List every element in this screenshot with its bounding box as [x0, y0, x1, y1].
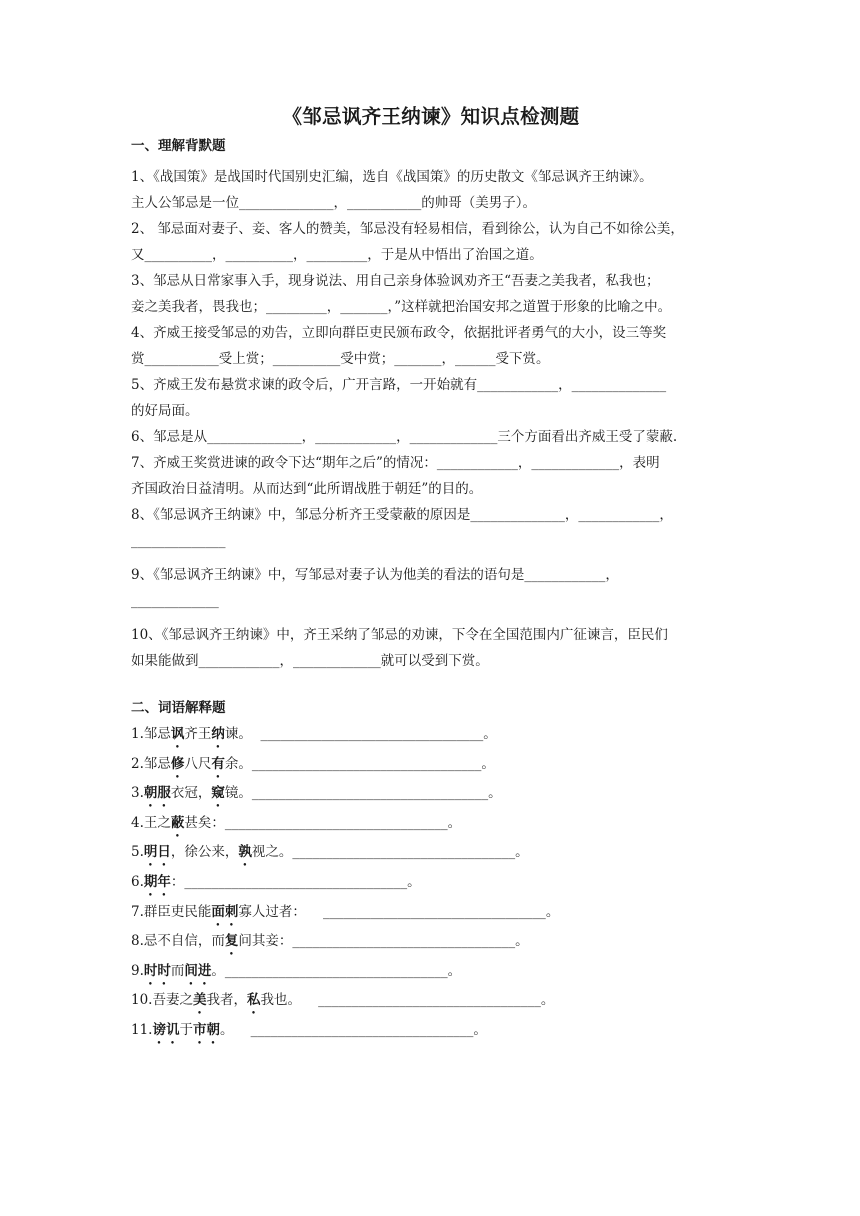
emphasized-term: 私	[246, 992, 261, 1009]
vocab-text: ，徐公来，	[170, 844, 239, 861]
vocab-text: 7.	[131, 903, 144, 920]
emphasized-term: 面刺	[211, 903, 239, 920]
emphasized-term: 复	[224, 933, 239, 950]
vocab-text: 。	[483, 726, 497, 742]
emphasized-term: 市朝	[192, 1021, 220, 1038]
vocab-text: 王之	[143, 814, 171, 831]
vocab-text: 。	[515, 933, 529, 950]
question-8: 8、《邹忌讽齐王纳谏》中，邹忌分析齐王受蒙蔽的原因是______________，____________， ______________	[131, 507, 673, 549]
question-10: 10、《邹忌讽齐王纳谏》中，齐王采纳了邹忌的劝谏，下令在全国范围内广征谏言，臣民们 如果能做到____________，_____________就可以受到下赏。	[131, 627, 668, 669]
emphasized-term: 孰	[238, 844, 252, 861]
answer-blank: _________________________________	[251, 726, 484, 742]
vocab-item	[131, 720, 731, 750]
question-9: 9、《邹忌讽齐王纳谏》中，写邹忌对妻子认为他美的看法的语句是____________， _____________	[131, 567, 619, 609]
vocab-text: 。	[515, 844, 529, 861]
vocab-text: 邹忌	[143, 726, 171, 742]
vocab-text: 余。	[224, 755, 252, 772]
question-6: 6、邹忌是从______________，____________，_____________三个方面看出齐威王受了蒙蔽.	[131, 429, 678, 445]
vocab-text: 衣冠，	[170, 785, 212, 802]
question-1: 1、《战国策》是战国时代国别史汇编，选自《战国策》的历史散文《邹忌讽齐王纳谏》。 主人公邹忌是一位______________，___________的帅哥（美男子）。	[131, 169, 653, 211]
vocab-text: 。	[447, 962, 462, 979]
emphasized-term: 时时	[143, 962, 171, 979]
vocab-text: 3.	[131, 785, 144, 802]
vocab-item	[131, 750, 731, 780]
vocab-item	[131, 809, 731, 839]
vocab-text: 1.	[131, 726, 144, 742]
vocab-text: 忌不自信，而	[143, 933, 225, 950]
vocab-text: 。	[473, 1021, 487, 1038]
vocab-text: ：	[170, 873, 185, 890]
worksheet-page	[131, 100, 731, 1046]
emphasized-term: 明日	[143, 844, 171, 861]
vocab-text: 八尺	[184, 755, 212, 772]
emphasized-term: 美	[192, 992, 207, 1009]
vocab-text: 齐王	[184, 726, 212, 742]
answer-blank: _________________________________	[224, 962, 448, 979]
vocab-text: 。	[481, 755, 495, 772]
vocab-text: 群臣吏民能	[143, 903, 212, 920]
emphasized-term: 期年	[143, 873, 171, 890]
question-5: 5、齐威王发布悬赏求谏的政令后，广开言路，一开始就有____________，______________ 的好局面。	[131, 377, 667, 419]
emphasized-term: 讽	[170, 726, 185, 742]
vocab-text: 我也。	[260, 992, 301, 1009]
emphasized-term: 蔽	[170, 814, 185, 831]
vocab-text: 。	[447, 814, 462, 831]
vocab-text: 。	[407, 873, 421, 890]
vocab-text: 11.	[131, 1021, 153, 1038]
question-4: 4、齐威王接受邹忌的劝告，立即向群臣吏民颁布政令，依据批评者勇气的大小，设三等奖 赏___________受上赏；__________受中赏；_______，______受下赏。	[131, 325, 667, 367]
answer-blank: _________________________________	[292, 844, 516, 861]
vocab-text: 谏。	[224, 726, 252, 742]
answer-blank: _________________________________	[292, 933, 516, 950]
emphasized-term: 有	[211, 755, 225, 772]
answer-blank: _________________________________	[224, 814, 448, 831]
emphasized-term: 纳	[211, 726, 225, 742]
answer-blank: _________________________________	[300, 992, 541, 1009]
emphasized-term: 朝服	[143, 785, 171, 802]
vocab-text: 4.	[131, 814, 144, 831]
emphasized-term: 修	[170, 755, 185, 772]
vocab-text: 5.	[131, 844, 144, 861]
vocab-text: 6.	[131, 873, 144, 890]
section-heading-comprehension: 一、理解背默题	[131, 138, 226, 154]
vocab-text: 。	[211, 962, 225, 979]
vocab-text: 。	[545, 903, 560, 920]
vocab-item	[131, 1016, 731, 1046]
vocab-text: 。	[540, 992, 555, 1009]
vocab-text: 。	[219, 1021, 234, 1038]
vocab-item	[131, 986, 731, 1016]
vocab-item	[131, 779, 731, 809]
vocab-text: 。	[488, 785, 502, 802]
vocab-item	[131, 838, 731, 868]
emphasized-term: 窥	[211, 785, 225, 802]
vocab-text: 甚矣：	[184, 814, 225, 831]
question-7: 7、齐威王奖赏进谏的政令下达“期年之后”的情况：____________，_____________，表明 齐国政治日益清明。从而达到“此所谓战胜于朝廷”的目的。	[131, 455, 660, 497]
vocab-item	[131, 957, 731, 987]
emphasized-term: 谤讥	[152, 1021, 180, 1038]
vocab-text: 问其妾：	[238, 933, 293, 950]
question-2: 2、 邹忌面对妻子、妾、客人的赞美，邹忌没有轻易相信，看到徐公，认为自己不如徐公美， 又__________，__________，_________，于是从中悟出了治国之道。	[131, 221, 684, 263]
answer-blank: ___________________________________	[251, 785, 489, 802]
vocab-text: 2.	[131, 755, 144, 772]
section-heading-vocabulary: 二、词语解释题	[131, 700, 226, 716]
emphasized-term: 间进	[184, 962, 212, 979]
vocab-text: 镜。	[224, 785, 252, 802]
vocab-text: 9.	[131, 962, 144, 979]
vocab-text: 寡人过者：	[238, 903, 306, 920]
vocab-text: 而	[170, 962, 185, 979]
answer-blank: _________________________________	[305, 903, 546, 920]
vocab-text: 邹忌	[143, 755, 171, 772]
answer-blank: __________________________________	[251, 755, 482, 772]
vocab-text: 视之。	[251, 844, 293, 861]
page-title: 《邹忌讽齐王纳谏》知识点检测题	[282, 105, 580, 128]
vocab-item	[131, 927, 731, 957]
question-3: 3、邹忌从日常家事入手，现身说法、用自己亲身体验讽劝齐王“吾妻之美我者，私我也； 妾之美我者，畏我也；_________，_______，”这样就把治国安邦之道置于形象的比喻之中。	[131, 273, 672, 315]
vocab-text: 8.	[131, 933, 144, 950]
vocabulary-list	[131, 720, 731, 1046]
vocab-text: 吾妻之	[152, 992, 193, 1009]
answer-blank: _________________________________	[233, 1021, 474, 1038]
vocab-text: 于	[179, 1021, 193, 1038]
vocab-item	[131, 868, 731, 898]
vocab-text: 10.	[131, 992, 153, 1009]
vocab-item	[131, 898, 731, 928]
answer-blank: _________________________________	[184, 873, 408, 890]
vocab-text: 我者，	[206, 992, 247, 1009]
